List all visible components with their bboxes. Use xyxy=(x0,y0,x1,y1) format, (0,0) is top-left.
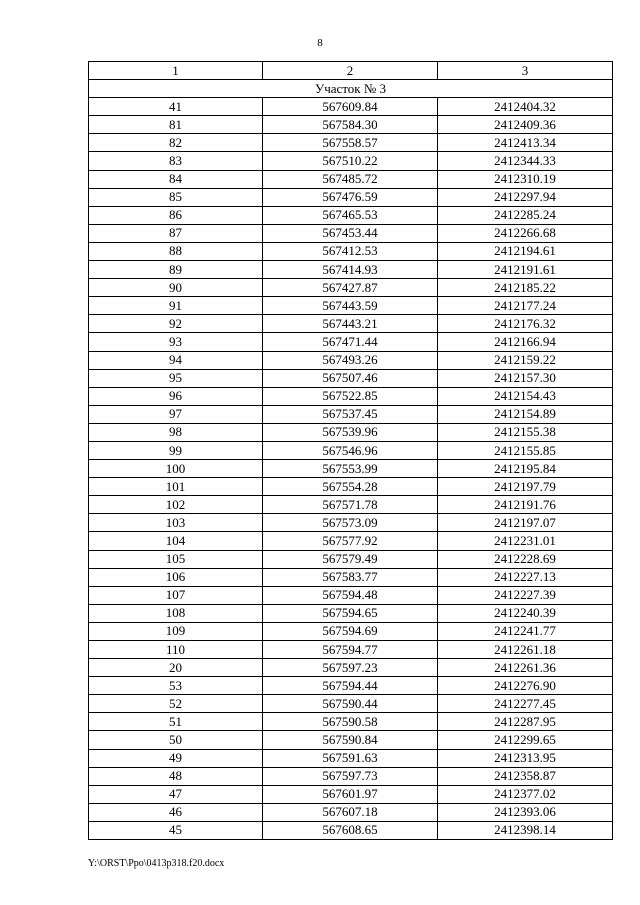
point-number-cell: 98 xyxy=(89,423,263,441)
table-row xyxy=(89,604,613,622)
point-number-cell: 101 xyxy=(89,478,263,496)
x-coordinate-cell: 567609.84 xyxy=(263,98,438,116)
x-coordinate-cell: 567453.44 xyxy=(263,224,438,242)
section-title-row xyxy=(89,80,613,98)
y-coordinate-cell: 2412266.68 xyxy=(438,224,613,242)
table-row xyxy=(89,514,613,532)
y-coordinate-cell: 2412197.07 xyxy=(438,514,613,532)
point-number-cell: 51 xyxy=(89,713,263,731)
y-coordinate-cell: 2412159.22 xyxy=(438,351,613,369)
table-row xyxy=(89,677,613,695)
point-number-cell: 52 xyxy=(89,695,263,713)
point-number-cell: 106 xyxy=(89,568,263,586)
x-coordinate-cell: 567594.48 xyxy=(263,586,438,604)
table-row xyxy=(89,586,613,604)
point-number-cell: 108 xyxy=(89,604,263,622)
point-number-cell: 85 xyxy=(89,188,263,206)
y-coordinate-cell: 2412277.45 xyxy=(438,695,613,713)
x-coordinate-cell: 567476.59 xyxy=(263,188,438,206)
table-row xyxy=(89,261,613,279)
point-number-cell: 96 xyxy=(89,387,263,405)
y-coordinate-cell: 2412313.95 xyxy=(438,749,613,767)
x-coordinate-cell: 567443.21 xyxy=(263,315,438,333)
section-title: Участок № 3 xyxy=(89,80,613,98)
y-coordinate-cell: 2412261.18 xyxy=(438,641,613,659)
point-number-cell: 87 xyxy=(89,224,263,242)
table-row xyxy=(89,405,613,423)
point-number-cell: 92 xyxy=(89,315,263,333)
x-coordinate-cell: 567427.87 xyxy=(263,279,438,297)
table-row xyxy=(89,568,613,586)
table-row xyxy=(89,695,613,713)
table-row xyxy=(89,550,613,568)
x-coordinate-cell: 567577.92 xyxy=(263,532,438,550)
header-row xyxy=(89,62,613,80)
point-number-cell: 102 xyxy=(89,496,263,514)
table-row xyxy=(89,387,613,405)
x-coordinate-cell: 567510.22 xyxy=(263,152,438,170)
point-number-cell: 99 xyxy=(89,441,263,459)
y-coordinate-cell: 2412154.43 xyxy=(438,387,613,405)
table-row xyxy=(89,315,613,333)
table-row xyxy=(89,170,613,188)
x-coordinate-cell: 567471.44 xyxy=(263,333,438,351)
y-coordinate-cell: 2412197.79 xyxy=(438,478,613,496)
x-coordinate-cell: 567590.44 xyxy=(263,695,438,713)
table-row xyxy=(89,116,613,134)
table-row xyxy=(89,713,613,731)
x-coordinate-cell: 567597.73 xyxy=(263,767,438,785)
y-coordinate-cell: 2412241.77 xyxy=(438,622,613,640)
x-coordinate-cell: 567546.96 xyxy=(263,441,438,459)
point-number-cell: 84 xyxy=(89,170,263,188)
x-coordinate-cell: 567571.78 xyxy=(263,496,438,514)
point-number-cell: 82 xyxy=(89,134,263,152)
table-row xyxy=(89,351,613,369)
table-row xyxy=(89,749,613,767)
table-row xyxy=(89,369,613,387)
point-number-cell: 50 xyxy=(89,731,263,749)
x-coordinate-cell: 567584.30 xyxy=(263,116,438,134)
y-coordinate-cell: 2412191.61 xyxy=(438,261,613,279)
x-coordinate-cell: 567414.93 xyxy=(263,261,438,279)
x-coordinate-cell: 567594.44 xyxy=(263,677,438,695)
y-coordinate-cell: 2412195.84 xyxy=(438,460,613,478)
point-number-cell: 48 xyxy=(89,767,263,785)
table-row xyxy=(89,641,613,659)
point-number-cell: 81 xyxy=(89,116,263,134)
column-header: 2 xyxy=(263,62,438,80)
coordinates-table xyxy=(88,61,613,840)
table-row xyxy=(89,98,613,116)
point-number-cell: 109 xyxy=(89,622,263,640)
x-coordinate-cell: 567594.65 xyxy=(263,604,438,622)
point-number-cell: 53 xyxy=(89,677,263,695)
x-coordinate-cell: 567607.18 xyxy=(263,803,438,821)
y-coordinate-cell: 2412344.33 xyxy=(438,152,613,170)
footer-file-path: Y:\ORST\Ppo\0413p318.f20.docx xyxy=(88,858,225,869)
point-number-cell: 91 xyxy=(89,297,263,315)
point-number-cell: 86 xyxy=(89,206,263,224)
y-coordinate-cell: 2412185.22 xyxy=(438,279,613,297)
point-number-cell: 105 xyxy=(89,550,263,568)
x-coordinate-cell: 567608.65 xyxy=(263,821,438,839)
y-coordinate-cell: 2412176.32 xyxy=(438,315,613,333)
x-coordinate-cell: 567590.84 xyxy=(263,731,438,749)
x-coordinate-cell: 567537.45 xyxy=(263,405,438,423)
table-row xyxy=(89,821,613,839)
table-row xyxy=(89,803,613,821)
point-number-cell: 93 xyxy=(89,333,263,351)
point-number-cell: 94 xyxy=(89,351,263,369)
y-coordinate-cell: 2412231.01 xyxy=(438,532,613,550)
y-coordinate-cell: 2412310.19 xyxy=(438,170,613,188)
point-number-cell: 97 xyxy=(89,405,263,423)
table-row xyxy=(89,659,613,677)
y-coordinate-cell: 2412297.94 xyxy=(438,188,613,206)
x-coordinate-cell: 567539.96 xyxy=(263,423,438,441)
y-coordinate-cell: 2412413.34 xyxy=(438,134,613,152)
table-row xyxy=(89,731,613,749)
point-number-cell: 104 xyxy=(89,532,263,550)
y-coordinate-cell: 2412177.24 xyxy=(438,297,613,315)
x-coordinate-cell: 567601.97 xyxy=(263,785,438,803)
table-row xyxy=(89,297,613,315)
point-number-cell: 83 xyxy=(89,152,263,170)
x-coordinate-cell: 567465.53 xyxy=(263,206,438,224)
table-row xyxy=(89,532,613,550)
y-coordinate-cell: 2412377.02 xyxy=(438,785,613,803)
x-coordinate-cell: 567597.23 xyxy=(263,659,438,677)
table-row xyxy=(89,785,613,803)
column-header: 1 xyxy=(89,62,263,80)
point-number-cell: 41 xyxy=(89,98,263,116)
x-coordinate-cell: 567554.28 xyxy=(263,478,438,496)
x-coordinate-cell: 567591.63 xyxy=(263,749,438,767)
x-coordinate-cell: 567493.26 xyxy=(263,351,438,369)
x-coordinate-cell: 567558.57 xyxy=(263,134,438,152)
table-row xyxy=(89,767,613,785)
y-coordinate-cell: 2412358.87 xyxy=(438,767,613,785)
table-row xyxy=(89,134,613,152)
point-number-cell: 90 xyxy=(89,279,263,297)
y-coordinate-cell: 2412240.39 xyxy=(438,604,613,622)
point-number-cell: 88 xyxy=(89,242,263,260)
x-coordinate-cell: 567443.59 xyxy=(263,297,438,315)
x-coordinate-cell: 567507.46 xyxy=(263,369,438,387)
x-coordinate-cell: 567594.69 xyxy=(263,622,438,640)
column-header: 3 xyxy=(438,62,613,80)
y-coordinate-cell: 2412285.24 xyxy=(438,206,613,224)
point-number-cell: 103 xyxy=(89,514,263,532)
x-coordinate-cell: 567485.72 xyxy=(263,170,438,188)
point-number-cell: 89 xyxy=(89,261,263,279)
x-coordinate-cell: 567412.53 xyxy=(263,242,438,260)
table-row xyxy=(89,496,613,514)
table-row xyxy=(89,279,613,297)
y-coordinate-cell: 2412393.06 xyxy=(438,803,613,821)
point-number-cell: 47 xyxy=(89,785,263,803)
page-number: 8 xyxy=(317,37,323,49)
y-coordinate-cell: 2412398.14 xyxy=(438,821,613,839)
table-row xyxy=(89,224,613,242)
x-coordinate-cell: 567522.85 xyxy=(263,387,438,405)
y-coordinate-cell: 2412157.30 xyxy=(438,369,613,387)
point-number-cell: 49 xyxy=(89,749,263,767)
table-row xyxy=(89,188,613,206)
y-coordinate-cell: 2412299.65 xyxy=(438,731,613,749)
y-coordinate-cell: 2412276.90 xyxy=(438,677,613,695)
table-row xyxy=(89,206,613,224)
y-coordinate-cell: 2412154.89 xyxy=(438,405,613,423)
x-coordinate-cell: 567579.49 xyxy=(263,550,438,568)
y-coordinate-cell: 2412409.36 xyxy=(438,116,613,134)
point-number-cell: 110 xyxy=(89,641,263,659)
table-body xyxy=(89,62,613,840)
y-coordinate-cell: 2412261.36 xyxy=(438,659,613,677)
table-row xyxy=(89,423,613,441)
point-number-cell: 46 xyxy=(89,803,263,821)
table-row xyxy=(89,242,613,260)
x-coordinate-cell: 567590.58 xyxy=(263,713,438,731)
y-coordinate-cell: 2412191.76 xyxy=(438,496,613,514)
y-coordinate-cell: 2412228.69 xyxy=(438,550,613,568)
y-coordinate-cell: 2412155.85 xyxy=(438,441,613,459)
point-number-cell: 95 xyxy=(89,369,263,387)
table-row xyxy=(89,460,613,478)
x-coordinate-cell: 567553.99 xyxy=(263,460,438,478)
table-row xyxy=(89,478,613,496)
table-row xyxy=(89,441,613,459)
y-coordinate-cell: 2412194.61 xyxy=(438,242,613,260)
x-coordinate-cell: 567594.77 xyxy=(263,641,438,659)
y-coordinate-cell: 2412287.95 xyxy=(438,713,613,731)
point-number-cell: 45 xyxy=(89,821,263,839)
y-coordinate-cell: 2412404.32 xyxy=(438,98,613,116)
point-number-cell: 20 xyxy=(89,659,263,677)
x-coordinate-cell: 567583.77 xyxy=(263,568,438,586)
point-number-cell: 107 xyxy=(89,586,263,604)
y-coordinate-cell: 2412227.39 xyxy=(438,586,613,604)
table-row xyxy=(89,622,613,640)
point-number-cell: 100 xyxy=(89,460,263,478)
y-coordinate-cell: 2412227.13 xyxy=(438,568,613,586)
y-coordinate-cell: 2412166.94 xyxy=(438,333,613,351)
table-row xyxy=(89,152,613,170)
x-coordinate-cell: 567573.09 xyxy=(263,514,438,532)
table-row xyxy=(89,333,613,351)
y-coordinate-cell: 2412155.38 xyxy=(438,423,613,441)
